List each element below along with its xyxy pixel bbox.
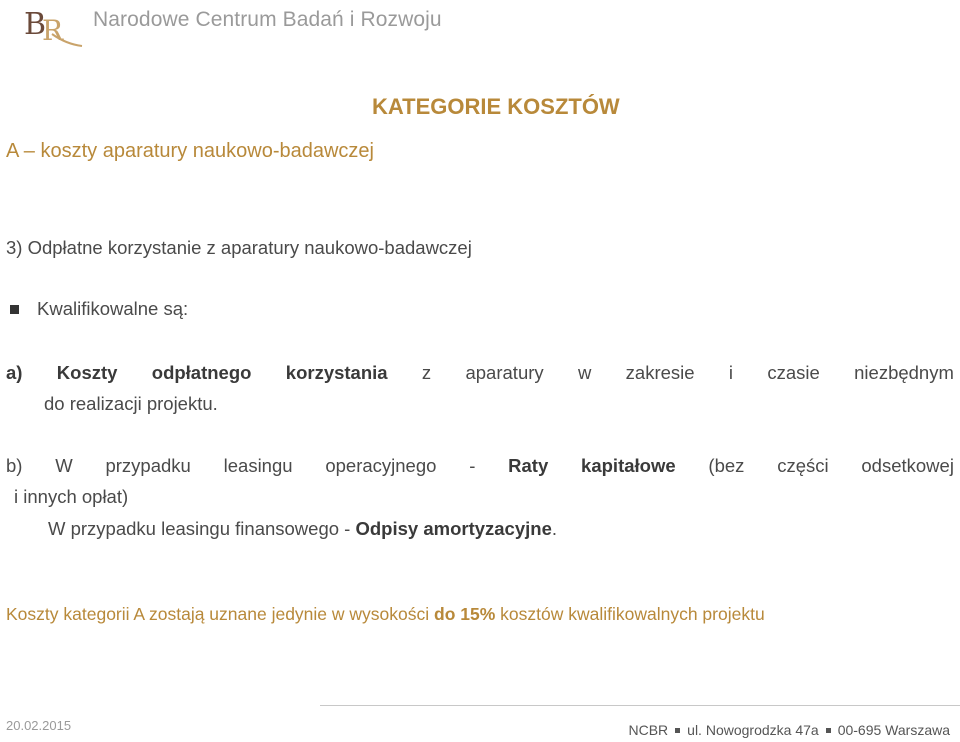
point-a-word: i [728,362,734,383]
leasing-financial-text: W przypadku leasingu finansowego - [48,518,356,539]
footer-divider [320,705,960,706]
category-title: KATEGORIE KOSZTÓW [372,94,620,119]
point-a-bold-word: korzystania [285,362,388,383]
point-a-word: czasie [767,362,820,383]
logo-letter-r: R [42,14,64,47]
point-b-word: operacyjnego [325,455,437,476]
point-b-word: - [469,455,476,476]
point-b-bold-word: Raty [508,455,549,476]
footer-date: 20.02.2015 [6,718,72,733]
point-b-word: leasingu [223,455,293,476]
period: . [551,518,558,539]
point-b-word: części [777,455,829,476]
footer-address [628,722,950,738]
point-b-word: przypadku [105,455,191,476]
footer-city: 00-695 Warszawa [837,722,950,738]
item-3-heading: 3) Odpłatne korzystanie z aparatury naukowo-badawczej [6,237,472,258]
logo-letter-b: B [24,7,47,42]
point-a-word: niezbędnym [854,362,954,383]
point-a-bold-word: odpłatnego [151,362,252,383]
point-a-marker: a) [6,362,23,383]
point-a-word: zakresie [625,362,695,383]
point-b-word: W [55,455,73,476]
point-a-line1 [6,362,954,384]
separator-icon [675,728,680,733]
bullet-qualified [10,298,188,320]
note-percent: do 15% [434,604,496,624]
point-b-bold-word: kapitałowe [581,455,676,476]
point-b-word: b) [6,455,23,476]
limit-note [6,604,765,625]
separator-icon [826,728,831,733]
point-a-bold-word: Koszty [56,362,118,383]
depreciation-bold: Odpisy amortyzacyjne [355,518,552,539]
point-a-word: z [421,362,432,383]
bullet-label: Kwalifikowalne są: [37,298,189,319]
point-b-word: (bez [708,455,745,476]
footer-org: NCBR [628,722,669,738]
point-b-line2: i innych opłat) [14,486,129,507]
point-b-line1 [6,455,954,477]
note-text-before: Koszty kategorii A zostają uznane jedynie w wysokości [6,604,434,624]
point-a-word: w [577,362,592,383]
org-name: Narodowe Centrum Badań i Rozwoju [93,8,442,31]
category-subtitle: A – koszty aparatury naukowo-badawczej [6,140,374,162]
point-a-line2: do realizacji projektu. [44,393,218,414]
point-a-word: aparatury [465,362,544,383]
footer-street: ul. Nowogrodzka 47a [687,722,819,738]
point-b-line3 [48,518,557,540]
note-text-after: kosztów kwalifikowalnych projektu [495,604,765,624]
square-bullet-icon [10,305,19,314]
ncbr-logo [22,4,84,48]
point-b-word: odsetkowej [861,455,954,476]
